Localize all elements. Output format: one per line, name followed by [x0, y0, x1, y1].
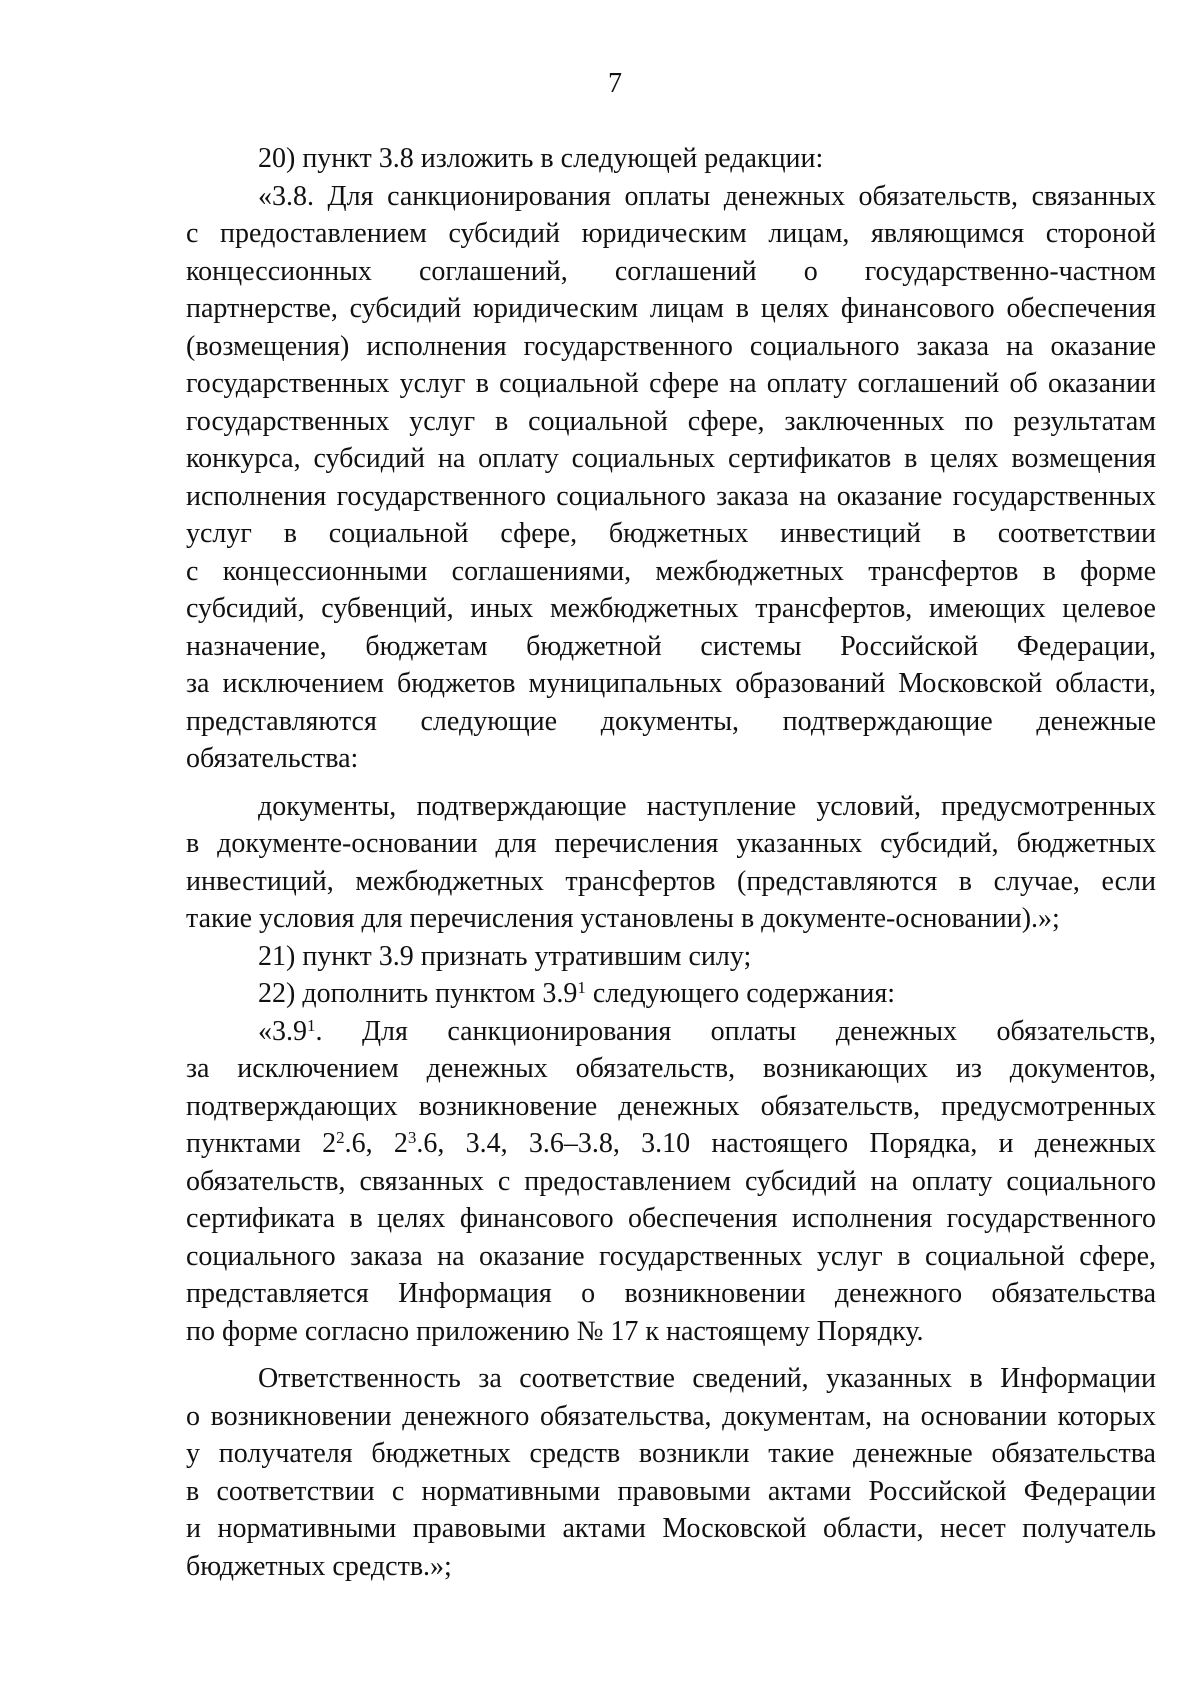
text-run: в соответствии с нормативными правовыми актами Российской Федерации	[186, 1475, 1156, 1507]
text-run: подтверждающих возникновение денежных обязательств, предусмотренных	[186, 1090, 1156, 1122]
text-run: исполнения государственного социального заказа на оказание государственных	[186, 480, 1156, 512]
text-line	[186, 740, 1156, 778]
document-body	[186, 140, 1156, 1585]
superscript: 2	[336, 1128, 345, 1147]
text-run: концессионных соглашений, соглашений о государственно-частном	[186, 255, 1156, 287]
text-run: назначение, бюджетам бюджетной системы Российской Федерации,	[186, 630, 1156, 662]
text-run: обязательств, связанных с предоставлением субсидий на оплату социального	[186, 1165, 1156, 1197]
text-line	[186, 628, 1156, 666]
text-line	[186, 140, 1156, 178]
text-line	[186, 515, 1156, 553]
text-run: в документе-основании для перечисления указанных субсидий, бюджетных	[186, 828, 1156, 859]
text-line	[186, 365, 1156, 403]
superscript: 1	[307, 1015, 316, 1035]
text-run: представляется Информация о возникновении денежного обязательства	[186, 1278, 1156, 1309]
text-run: .6, 3.4, 3.6–3.8, 3.10 настоящего Порядка, и денежных	[416, 1128, 1157, 1159]
superscript: 1	[577, 978, 586, 997]
text-line	[186, 665, 1156, 703]
text-run: пунктами 2	[186, 1128, 337, 1159]
text-run: за исключением бюджетов муниципальных образований Московской области,	[186, 668, 1156, 699]
text-line	[186, 1548, 1156, 1586]
text-run: документы, подтверждающие наступление условий, предусмотренных	[258, 790, 1156, 822]
text-line	[186, 1435, 1156, 1473]
text-line	[186, 328, 1156, 366]
text-run: следующего содержания:	[585, 978, 895, 1009]
page-number: 7	[608, 68, 622, 99]
text-run: .6, 2	[344, 1128, 408, 1159]
paragraph-gap	[186, 1350, 1156, 1360]
text-line	[186, 253, 1156, 291]
text-run: 21) пункт 3.9 признать утратившим силу;	[258, 940, 752, 972]
text-run: (возмещения) исполнения государственного социального заказа на оказание	[186, 330, 1156, 362]
text-line	[186, 290, 1156, 328]
text-line	[186, 1238, 1156, 1276]
text-run: «3.8. Для санкционирования оплаты денежных обязательств, связанных	[258, 180, 1156, 212]
text-line	[186, 553, 1156, 591]
text-line	[186, 863, 1156, 901]
text-run: с концессионными соглашениями, межбюджетных трансфертов в форме	[186, 555, 1156, 587]
text-run: сертификата в целях финансового обеспечения исполнения государственного	[186, 1203, 1156, 1234]
text-run: бюджетных средств.»;	[186, 1550, 452, 1582]
text-run: . Для санкционирования оплаты денежных обязательств,	[315, 1015, 1156, 1047]
text-run: такие условия для перечисления установлены в документе-основании).»;	[186, 903, 1060, 934]
text-run: социального заказа на оказание государственных услуг в социальной сфере,	[186, 1240, 1156, 1272]
text-line	[186, 703, 1156, 741]
text-run: инвестиций, межбюджетных трансфертов (представляются в случае, если	[186, 865, 1156, 897]
text-run: партнерстве, субсидий юридическим лицам в целях финансового обеспечения	[186, 293, 1156, 324]
text-line	[186, 788, 1156, 826]
text-run: государственных услуг в социальной сфере, заключенных по результатам	[186, 405, 1156, 437]
text-run: о возникновении денежного обязательства, документам, на основании которых	[186, 1400, 1156, 1432]
text-line	[186, 1398, 1156, 1436]
text-run: государственных услуг в социальной сфере на оплату соглашений об оказании	[186, 368, 1156, 399]
text-line	[186, 825, 1156, 863]
text-line	[186, 1313, 1156, 1351]
text-run: обязательства:	[186, 743, 359, 774]
text-run: Ответственность за соответствие сведений, указанных в Информации	[258, 1363, 1156, 1394]
superscript: 3	[407, 1128, 417, 1147]
text-line	[186, 900, 1156, 938]
text-run: услуг в социальной сфере, бюджетных инвестиций в соответствии	[186, 518, 1156, 549]
text-line	[186, 975, 1156, 1013]
text-run: по форме согласно приложению № 17 к настоящему Порядку.	[186, 1315, 924, 1347]
text-line	[186, 1275, 1156, 1313]
text-line	[186, 1125, 1156, 1163]
text-line	[186, 1360, 1156, 1398]
text-run: у получателя бюджетных средств возникли такие денежные обязательства	[186, 1438, 1156, 1469]
text-line	[186, 178, 1156, 216]
text-line	[186, 1510, 1156, 1548]
text-run: конкурса, субсидий на оплату социальных сертификатов в целях возмещения	[186, 443, 1156, 474]
text-run: «3.9	[258, 1015, 307, 1047]
text-line	[186, 1050, 1156, 1088]
text-run: за исключением денежных обязательств, возникающих из документов,	[186, 1053, 1156, 1084]
text-run: 20) пункт 3.8 изложить в следующей редакции:	[258, 143, 824, 174]
text-line	[186, 590, 1156, 628]
text-line	[186, 1163, 1156, 1201]
text-line	[186, 1473, 1156, 1511]
text-line	[186, 440, 1156, 478]
text-line	[186, 1088, 1156, 1126]
text-run: с предоставлением субсидий юридическим лицам, являющимся стороной	[186, 218, 1156, 249]
text-run: и нормативными правовыми актами Московской области, несет получатель	[186, 1513, 1156, 1544]
text-line	[186, 1013, 1156, 1051]
text-run: субсидий, субвенций, иных межбюджетных трансфертов, имеющих целевое	[186, 593, 1156, 624]
paragraph-gap	[186, 778, 1156, 788]
text-run: 22) дополнить пунктом 3.9	[258, 978, 578, 1009]
text-line	[186, 215, 1156, 253]
text-line	[186, 403, 1156, 441]
text-run: представляются следующие документы, подтверждающие денежные	[186, 705, 1156, 737]
text-line	[186, 1200, 1156, 1238]
text-line	[186, 478, 1156, 516]
text-line	[186, 938, 1156, 976]
